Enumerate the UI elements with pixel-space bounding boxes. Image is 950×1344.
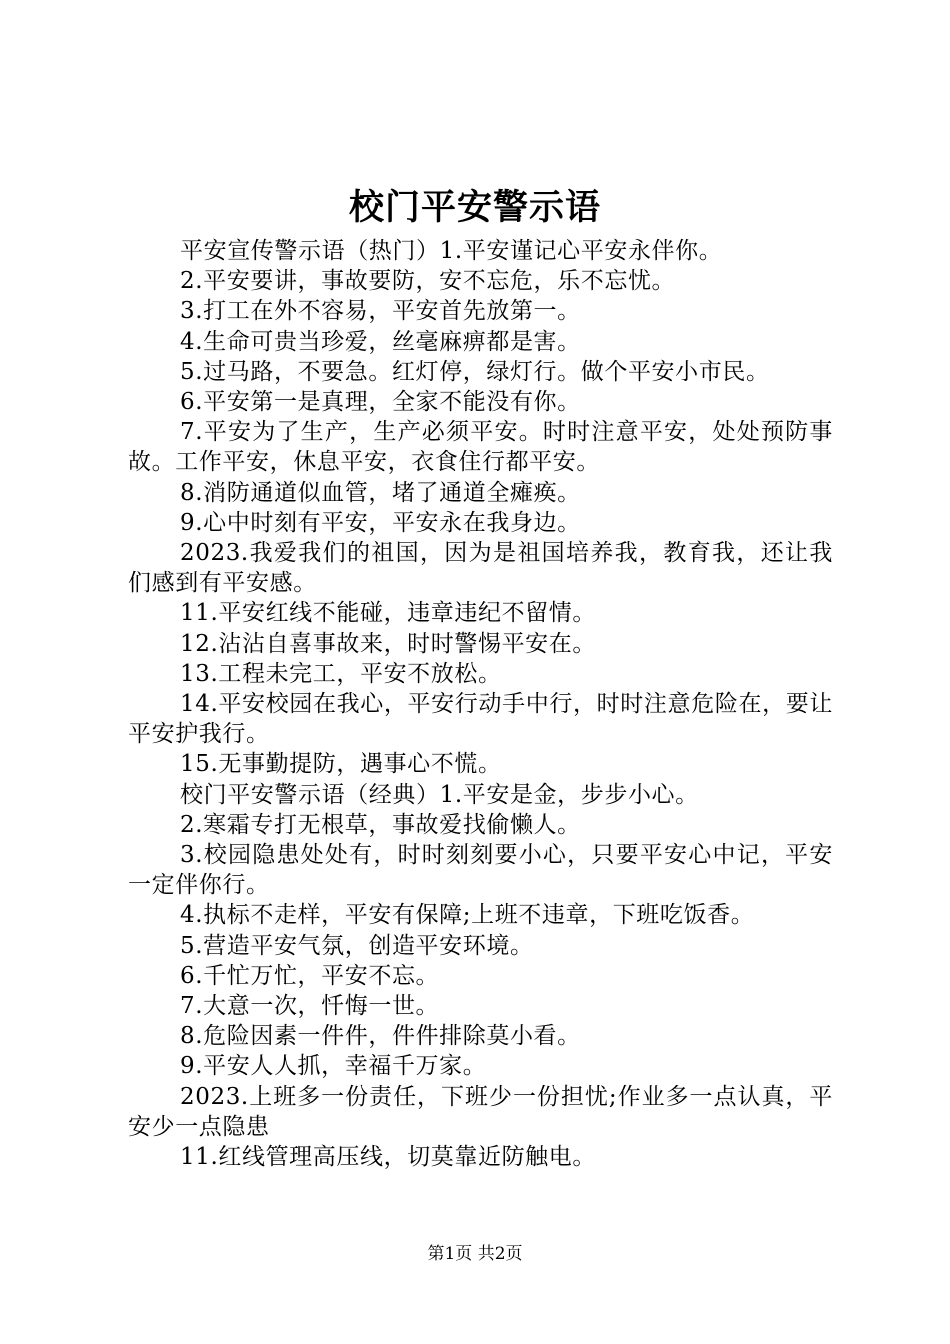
page-footer: 第1页 共2页 [427, 1244, 523, 1264]
paragraph: 13.工程未完工，平安不放松。 [180, 660, 502, 687]
paragraph: 6.千忙万忙，平安不忘。 [180, 962, 440, 989]
paragraph: 14.平安校园在我心，平安行动手中行，时时注意危险在，要让平安护我行。 [128, 691, 833, 748]
document-body [128, 236, 833, 1172]
paragraph: 9.心中时刻有平安，平安永在我身边。 [180, 509, 581, 536]
paragraph: 6.平安第一是真理，全家不能没有你。 [180, 389, 581, 416]
paragraph: 2023.上班多一份责任，下班少一份担忧;作业多一点认真，平安少一点隐患 [128, 1083, 833, 1140]
paragraph: 11.平安红线不能碰，违章违纪不留情。 [180, 600, 596, 627]
paragraph: 5.营造平安气氛，创造平安环境。 [180, 932, 534, 959]
paragraph: 15.无事勤提防，遇事心不慌。 [180, 751, 502, 778]
paragraph: 3.打工在外不容易，平安首先放第一。 [180, 298, 581, 325]
paragraph: 8.消防通道似血管，堵了通道全瘫痪。 [180, 479, 581, 506]
paragraph: 7.大意一次，忏悔一世。 [180, 993, 440, 1020]
paragraph: 2.平安要讲，事故要防，安不忘危，乐不忘忧。 [180, 268, 676, 295]
paragraph: 2023.我爱我们的祖国，因为是祖国培养我，教育我，还让我们感到有平安感。 [128, 540, 833, 597]
paragraph: 7.平安为了生产，生产必须平安。时时注意平安，处处预防事故。工作平安，休息平安，衣食住行都平安。 [128, 419, 833, 476]
paragraph: 4.执标不走样，平安有保障;上班不违章，下班吃饭香。 [180, 902, 755, 929]
paragraph: 5.过马路，不要急。红灯停，绿灯行。做个平安小市民。 [180, 358, 770, 385]
paragraph: 平安宣传警示语（热门）1.平安谨记心平安永伴你。 [180, 238, 723, 264]
paragraph: 4.生命可贵当珍爱，丝毫麻痹都是害。 [180, 328, 581, 355]
paragraph: 11.红线管理高压线，切莫靠近防触电。 [180, 1144, 596, 1171]
paragraph: 12.沾沾自喜事故来，时时警惕平安在。 [180, 630, 596, 657]
paragraph: 2.寒霜专打无根草，事故爱找偷懒人。 [180, 811, 581, 838]
paragraph: 8.危险因素一件件，件件排除莫小看。 [180, 1023, 581, 1050]
document-title: 校门平安警示语 [348, 187, 601, 228]
paragraph: 9.平安人人抓，幸福千万家。 [180, 1053, 487, 1080]
paragraph: 校门平安警示语（经典）1.平安是金，步步小心。 [180, 781, 699, 808]
paragraph: 3.校园隐患处处有，时时刻刻要小心，只要平安心中记，平安一定伴你行。 [128, 842, 833, 899]
